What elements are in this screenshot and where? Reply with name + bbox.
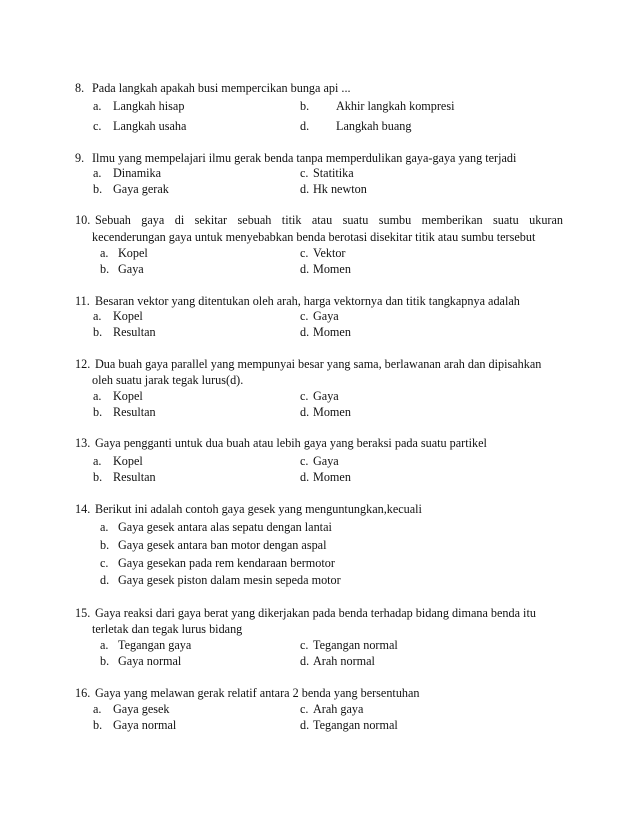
option-text: Momen [313, 470, 351, 484]
option-letter: c. [300, 309, 309, 323]
option-letter: a. [93, 702, 102, 716]
option-text: Momen [313, 405, 351, 419]
option-letter: d. [300, 470, 310, 484]
option-text: Kopel [113, 389, 143, 403]
option-letter: d. [300, 654, 310, 668]
option-letter: a. [100, 246, 109, 260]
option-letter: c. [300, 454, 309, 468]
option-text: Gaya normal [118, 654, 182, 668]
option-letter: b. [93, 325, 103, 339]
option-letter: b. [93, 718, 103, 732]
question-number: 16. [75, 686, 91, 700]
option-letter: a. [93, 99, 102, 113]
option-text: Gaya gesek piston dalam mesin sepeda motor [118, 573, 341, 587]
option-text: Langkah usaha [113, 119, 187, 133]
option-letter: d. [300, 262, 310, 276]
question-number: 15. [75, 606, 91, 620]
question-text: Berikut ini adalah contoh gaya gesek yang menguntungkan,kecuali [95, 502, 422, 516]
question-text: Pada langkah apakah busi mempercikan bunga api ... [92, 81, 351, 95]
option-letter: b. [100, 538, 110, 552]
option-letter: a. [93, 454, 102, 468]
option-letter: d. [300, 405, 310, 419]
option-letter: c. [300, 702, 309, 716]
option-letter: d. [300, 119, 310, 133]
option-text: Gaya gerak [113, 182, 169, 196]
option-letter: b. [93, 405, 103, 419]
question-text: Dua buah gaya parallel yang mempunyai besar yang sama, berlawanan arah dan dipisahkan [95, 357, 542, 371]
question-text: oleh suatu jarak tegak lurus(d). [92, 373, 244, 387]
option-text: Tegangan normal [313, 718, 398, 732]
question-text: Gaya reaksi dari gaya berat yang dikerjakan pada benda terhadap bidang dimana benda itu [95, 606, 536, 620]
option-text: Gaya [313, 454, 339, 468]
option-letter: d. [300, 325, 310, 339]
option-letter: c. [300, 638, 309, 652]
option-letter: a. [100, 638, 109, 652]
question-number: 13. [75, 436, 91, 450]
option-letter: a. [93, 166, 102, 180]
question-number: 12. [75, 357, 91, 371]
option-text: Gaya gesek antara ban motor dengan aspal [118, 538, 327, 552]
option-text: Gaya normal [113, 718, 177, 732]
option-text: Resultan [113, 470, 156, 484]
option-letter: b. [300, 99, 310, 113]
option-text: Tegangan normal [313, 638, 398, 652]
option-text: Gaya [313, 309, 339, 323]
option-text: Vektor [313, 246, 346, 260]
option-letter: c. [100, 556, 109, 570]
question-text: kecenderungan gaya untuk menyebabkan benda berotasi disekitar titik atau sumbu tersebut [92, 230, 536, 244]
question-number: 10. [75, 213, 91, 227]
option-letter: d. [100, 573, 110, 587]
option-letter: a. [100, 520, 109, 534]
question-text: Gaya pengganti untuk dua buah atau lebih gaya yang beraksi pada suatu partikel [95, 436, 487, 450]
option-letter: c. [300, 166, 309, 180]
option-text: Resultan [113, 405, 156, 419]
question-text: terletak dan tegak lurus bidang [92, 622, 243, 636]
option-text: Langkah buang [336, 119, 412, 133]
option-letter: d. [300, 718, 310, 732]
option-text: Gaya gesekan pada rem kendaraan bermotor [118, 556, 335, 570]
option-text: Gaya gesek [113, 702, 170, 716]
option-letter: b. [100, 262, 110, 276]
option-text: Dinamika [113, 166, 162, 180]
question-text: Ilmu yang mempelajari ilmu gerak benda tanpa memperdulikan gaya-gaya yang terjadi [92, 151, 517, 165]
option-text: Tegangan gaya [118, 638, 192, 652]
option-text: Arah normal [313, 654, 375, 668]
option-letter: c. [300, 246, 309, 260]
option-text: Kopel [113, 309, 143, 323]
option-text: Statitika [313, 166, 354, 180]
option-text: Gaya gesek antara alas sepatu dengan lantai [118, 520, 332, 534]
question-number: 8. [75, 81, 85, 95]
option-text: Gaya [118, 262, 144, 276]
question-text: Gaya yang melawan gerak relatif antara 2 benda yang bersentuhan [95, 686, 420, 700]
option-text: Kopel [118, 246, 148, 260]
option-text: Akhir langkah kompresi [336, 99, 455, 113]
question-text: Sebuah gaya di sekitar sebuah titik atau suatu sumbu memberikan suatu ukuran [95, 213, 563, 227]
question-number: 9. [75, 151, 85, 165]
option-letter: b. [93, 182, 103, 196]
option-text: Arah gaya [313, 702, 364, 716]
option-letter: d. [300, 182, 310, 196]
option-text: Hk newton [313, 182, 367, 196]
option-text: Gaya [313, 389, 339, 403]
option-text: Momen [313, 262, 351, 276]
option-text: Momen [313, 325, 351, 339]
question-text: Besaran vektor yang ditentukan oleh arah, harga vektornya dan titik tangkapnya adalah [95, 294, 520, 308]
question-number: 11. [75, 294, 90, 308]
option-letter: b. [100, 654, 110, 668]
option-letter: c. [93, 119, 102, 133]
option-letter: a. [93, 309, 102, 323]
question-number: 14. [75, 502, 91, 516]
option-text: Kopel [113, 454, 143, 468]
option-letter: b. [93, 470, 103, 484]
option-letter: c. [300, 389, 309, 403]
option-letter: a. [93, 389, 102, 403]
option-text: Langkah hisap [113, 99, 185, 113]
option-text: Resultan [113, 325, 156, 339]
